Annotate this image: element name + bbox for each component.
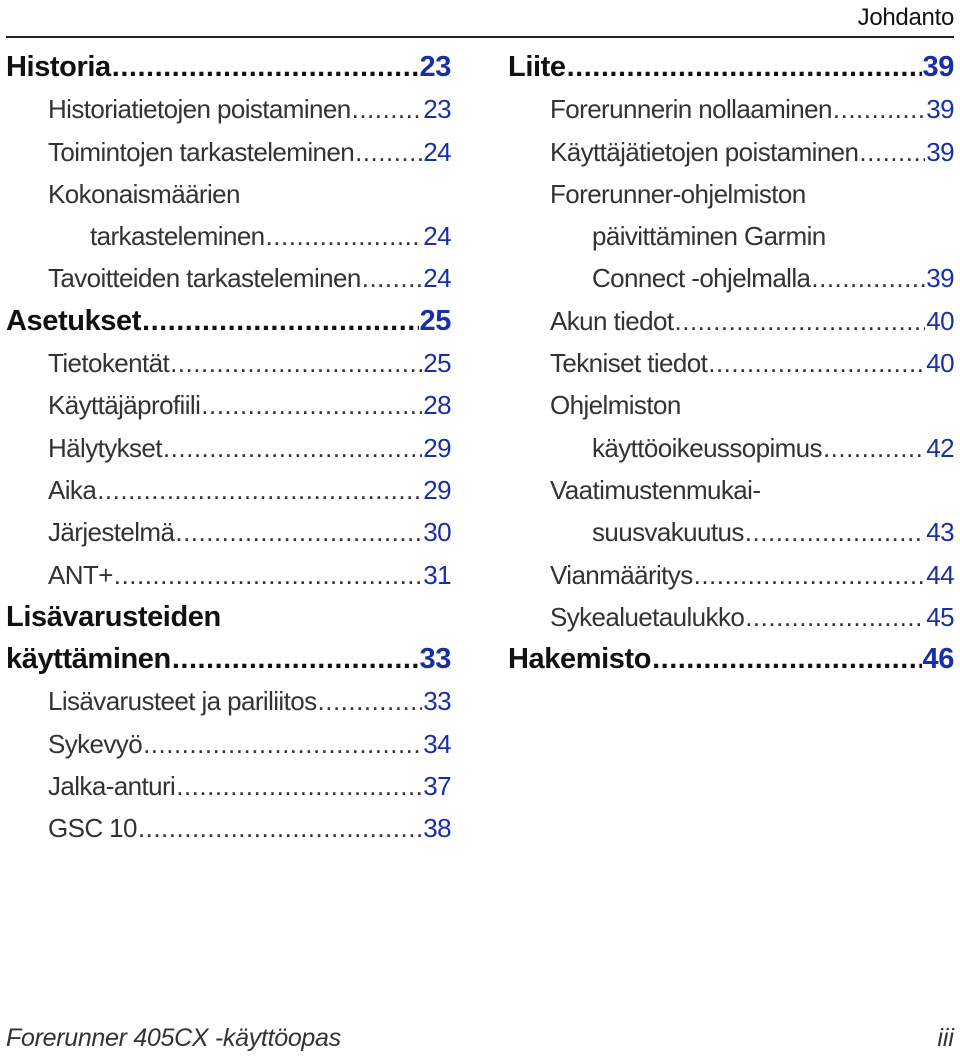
toc-entry-label: käyttäminen bbox=[6, 643, 171, 676]
toc-left-column bbox=[6, 46, 451, 850]
dot-leader bbox=[811, 257, 925, 299]
toc-page-number[interactable]: 33 bbox=[419, 643, 451, 676]
toc-entry-label: Asetukset bbox=[6, 304, 142, 337]
section-header: Johdanto bbox=[857, 4, 954, 31]
dot-leader bbox=[172, 638, 419, 680]
toc-page-number[interactable]: 24 bbox=[423, 136, 451, 167]
dot-leader bbox=[266, 215, 423, 257]
toc-page-number[interactable]: 34 bbox=[423, 728, 451, 759]
toc-subentry[interactable] bbox=[6, 215, 451, 257]
toc-entry-label: Tavoitteiden tarkasteleminen bbox=[48, 263, 361, 294]
dot-leader bbox=[170, 342, 422, 384]
toc-page-number[interactable]: 40 bbox=[926, 348, 954, 379]
toc-subentry bbox=[508, 173, 954, 215]
toc-page-number[interactable]: 23 bbox=[423, 94, 451, 125]
toc-entry-label: Käyttäjätietojen poistaminen bbox=[550, 136, 859, 167]
toc-subentry[interactable] bbox=[508, 300, 954, 342]
toc-page-number[interactable]: 39 bbox=[926, 94, 954, 125]
toc-subentry[interactable] bbox=[508, 554, 954, 596]
toc-page-number[interactable]: 43 bbox=[926, 517, 954, 548]
dot-leader bbox=[163, 427, 422, 469]
toc-page-number[interactable]: 45 bbox=[926, 601, 954, 632]
toc-subentry[interactable] bbox=[508, 257, 954, 299]
toc-right-column bbox=[508, 46, 954, 680]
toc-heading-entry[interactable] bbox=[6, 46, 451, 88]
toc-page-number[interactable]: 44 bbox=[926, 559, 954, 590]
dot-leader bbox=[138, 807, 422, 849]
toc-subentry[interactable] bbox=[6, 88, 451, 130]
toc-page-number[interactable]: 39 bbox=[922, 51, 954, 83]
toc-page-number[interactable]: 28 bbox=[423, 390, 451, 421]
toc-entry-label: Sykevyö bbox=[48, 728, 143, 759]
toc-subentry[interactable] bbox=[6, 257, 451, 299]
toc-entry-label: Forerunnerin nollaaminen bbox=[550, 94, 832, 125]
toc-page-number[interactable]: 38 bbox=[423, 813, 451, 844]
toc-subentry bbox=[508, 215, 954, 257]
toc-entry-label: Akun tiedot bbox=[550, 305, 674, 336]
toc-subentry bbox=[508, 384, 954, 426]
toc-page-number[interactable]: 24 bbox=[423, 263, 451, 294]
toc-page-number[interactable]: 46 bbox=[922, 643, 954, 676]
toc-page-number[interactable]: 42 bbox=[926, 432, 954, 463]
toc-entry-label: Lisävarusteiden bbox=[6, 600, 221, 633]
toc-page-number[interactable]: 23 bbox=[419, 51, 451, 83]
toc-entry-label: Historiatietojen poistaminen bbox=[48, 94, 351, 125]
toc-subentry[interactable] bbox=[6, 765, 451, 807]
toc-entry-label: käyttöoikeussopimus bbox=[592, 432, 822, 463]
toc-entry-label: GSC 10 bbox=[48, 813, 137, 844]
dot-leader bbox=[175, 511, 422, 553]
toc-entry-label: Forerunner-ohjelmiston bbox=[550, 178, 806, 209]
toc-subentry[interactable] bbox=[508, 511, 954, 553]
toc-entry-label: päivittäminen Garmin bbox=[592, 221, 826, 252]
dot-leader bbox=[142, 300, 419, 342]
toc-entry-label: Käyttäjäprofiili bbox=[48, 390, 201, 421]
toc-page-number[interactable]: 39 bbox=[926, 136, 954, 167]
toc-page-number[interactable]: 33 bbox=[423, 686, 451, 717]
toc-page-number[interactable]: 31 bbox=[423, 559, 451, 590]
toc-entry-label: Toimintojen tarkasteleminen bbox=[48, 136, 355, 167]
dot-leader bbox=[318, 680, 423, 722]
header-rule bbox=[6, 36, 954, 38]
dot-leader bbox=[652, 638, 921, 680]
toc-subentry[interactable] bbox=[6, 131, 451, 173]
toc-entry-label: Tekniset tiedot bbox=[550, 348, 708, 379]
dot-leader bbox=[675, 300, 926, 342]
toc-entry-label: Ohjelmiston bbox=[550, 390, 681, 421]
toc-entry-label: tarkasteleminen bbox=[90, 221, 265, 252]
dot-leader bbox=[708, 342, 925, 384]
toc-heading-entry bbox=[6, 596, 451, 638]
toc-entry-label: Connect -ohjelmalla bbox=[592, 263, 811, 294]
toc-subentry[interactable] bbox=[508, 131, 954, 173]
toc-subentry bbox=[6, 173, 451, 215]
toc-page-number[interactable]: 24 bbox=[423, 221, 451, 252]
toc-entry-label: Sykealuetaulukko bbox=[550, 601, 745, 632]
dot-leader bbox=[745, 511, 925, 553]
dot-leader bbox=[112, 46, 419, 88]
toc-subentry[interactable] bbox=[6, 342, 451, 384]
toc-page-number[interactable]: 40 bbox=[926, 305, 954, 336]
toc-entry-label: Kokonaismäärien bbox=[48, 178, 240, 209]
dot-leader bbox=[567, 46, 922, 88]
toc-subentry[interactable] bbox=[6, 723, 451, 765]
toc-entry-label: suusvakuutus bbox=[592, 517, 744, 548]
toc-subentry[interactable] bbox=[6, 427, 451, 469]
toc-page-number[interactable]: 29 bbox=[423, 474, 451, 505]
toc-page-number[interactable]: 30 bbox=[423, 517, 451, 548]
toc-subentry[interactable] bbox=[6, 554, 451, 596]
toc-page-number[interactable]: 37 bbox=[423, 771, 451, 802]
toc-entry-label: Tietokentät bbox=[48, 348, 170, 379]
footer-manual-title: Forerunner 405CX -käyttöopas bbox=[6, 1024, 341, 1052]
toc-page-number[interactable]: 25 bbox=[423, 348, 451, 379]
dot-leader bbox=[694, 554, 926, 596]
toc-entry-label: Lisävarusteet ja pariliitos bbox=[48, 686, 317, 717]
toc-entry-label: Jalka-anturi bbox=[48, 771, 176, 802]
dot-leader bbox=[201, 384, 422, 426]
dot-leader bbox=[114, 554, 422, 596]
toc-subentry[interactable] bbox=[6, 807, 451, 849]
dot-leader bbox=[355, 131, 422, 173]
toc-subentry[interactable] bbox=[6, 680, 451, 722]
dot-leader bbox=[859, 131, 925, 173]
dot-leader bbox=[352, 88, 423, 130]
dot-leader bbox=[97, 469, 422, 511]
toc-heading-entry[interactable] bbox=[6, 300, 451, 342]
toc-subentry[interactable] bbox=[508, 427, 954, 469]
toc-entry-label: Vianmääritys bbox=[550, 559, 693, 590]
toc-entry-label: Aika bbox=[48, 474, 97, 505]
toc-entry-label: Historia bbox=[6, 51, 111, 83]
dot-leader bbox=[833, 88, 925, 130]
toc-subentry[interactable] bbox=[508, 342, 954, 384]
dot-leader bbox=[362, 257, 423, 299]
toc-heading-entry[interactable] bbox=[508, 46, 954, 88]
toc-page-number[interactable]: 25 bbox=[419, 304, 451, 337]
toc-subentry[interactable] bbox=[6, 511, 451, 553]
dot-leader bbox=[823, 427, 925, 469]
toc-subentry bbox=[508, 469, 954, 511]
toc-subentry[interactable] bbox=[6, 469, 451, 511]
dot-leader bbox=[745, 596, 925, 638]
footer-page-number: iii bbox=[937, 1024, 954, 1052]
toc-subentry[interactable] bbox=[508, 88, 954, 130]
toc-subentry[interactable] bbox=[6, 384, 451, 426]
dot-leader bbox=[176, 765, 422, 807]
toc-entry-label: Hälytykset bbox=[48, 432, 162, 463]
toc-subentry[interactable] bbox=[508, 596, 954, 638]
toc-page-number[interactable]: 39 bbox=[926, 263, 954, 294]
dot-leader bbox=[143, 723, 422, 765]
toc-heading-entry[interactable] bbox=[6, 638, 451, 680]
toc-entry-label: ANT+ bbox=[48, 559, 113, 590]
toc-heading-entry[interactable] bbox=[508, 638, 954, 680]
toc-entry-label: Liite bbox=[508, 51, 566, 83]
toc-entry-label: Järjestelmä bbox=[48, 517, 175, 548]
toc-page-number[interactable]: 29 bbox=[423, 432, 451, 463]
toc-entry-label: Vaatimustenmukai- bbox=[550, 474, 761, 505]
toc-entry-label: Hakemisto bbox=[508, 643, 652, 676]
